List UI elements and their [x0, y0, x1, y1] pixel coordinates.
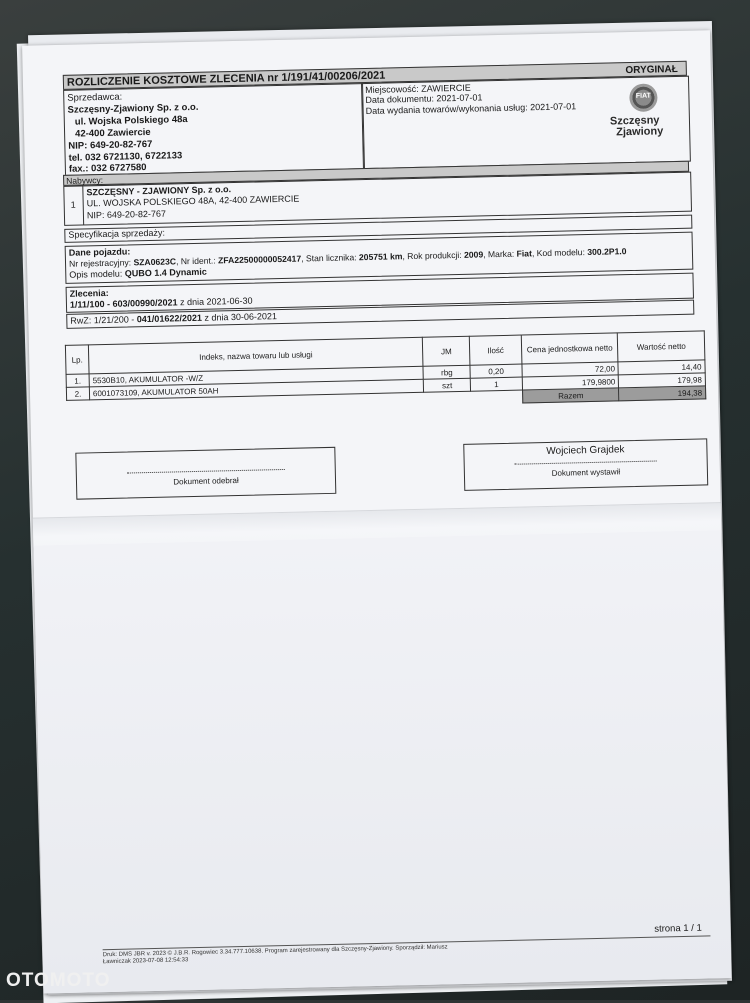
copy-label: ORYGINAŁ [625, 63, 678, 77]
received-signature-line [127, 469, 285, 474]
vehicle-model-line: Opis modelu: QUBO 1.4 Dynamic [69, 266, 207, 280]
row-unit: rbg [423, 365, 470, 379]
vehicle-odometer: 205751 km [358, 251, 403, 263]
brand-line-1: Szczęsny [609, 114, 660, 128]
footer-print-author: Ławniczak 2023-07-08 12:54:33 [102, 957, 189, 966]
total-value: 194,38 [619, 386, 706, 401]
document-date: Data dokumentu: 2021-07-01 [365, 92, 483, 106]
order-number: 1/11/100 - 603/00990/2021 [69, 297, 178, 310]
vehicle-make: Fiat [516, 248, 532, 259]
buyer-index: 1 [70, 199, 76, 210]
dealer-logo [609, 83, 691, 155]
orders-heading: Zlecenia: [69, 287, 109, 299]
row-lp: 1. [66, 374, 89, 388]
vehicle-model-code: 300.2P1.0 [587, 246, 627, 258]
buyers-heading: Nabywcy: [63, 161, 689, 186]
header-unit: JM [423, 336, 470, 366]
items-table [65, 330, 706, 414]
row-unit-price: 72,00 [522, 362, 619, 377]
total-label: Razem [522, 388, 619, 403]
row-lp: 2. [66, 387, 89, 401]
vehicle-heading: Dane pojazdu: [68, 246, 131, 258]
vehicle-registration: SZA0623C [133, 256, 177, 268]
lower-page-half [33, 530, 731, 993]
footer-print-info: Druk: DMS JBR v. 2023 © J.B.R. Rogowiec 3.34.777.10638. Program zarejestrowany dla Szczęsny-Zjawiony. Sporządził: Mariusz [102, 944, 448, 959]
row-unit: szt [424, 378, 471, 392]
fiat-logo-icon: FIAT [629, 83, 658, 112]
received-signature-box [75, 447, 336, 500]
issued-signature-line [515, 461, 657, 465]
seller-name: Szczęsny-Zjawiony Sp. z o.o. [67, 101, 199, 116]
vehicle-vin: ZFA22500000052417 [217, 253, 302, 266]
buyer-address: UL. WOJSKA POLSKIEGO 48A, 42-400 ZAWIERCIE [86, 193, 300, 209]
dealer-brand-name [610, 115, 664, 138]
seller-street: ul. Wojska Polskiego 48a [74, 114, 188, 128]
row-qty: 0,20 [470, 364, 522, 378]
seller-nip: NIP: 649-20-82-767 [68, 138, 153, 152]
row-value: 179,98 [619, 373, 706, 388]
sale-spec-label: Specyfikacja sprzedaży: [68, 227, 166, 240]
seller-city: 42-400 Zawiercie [74, 126, 151, 140]
vehicle-model: QUBO 1.4 Dynamic [124, 266, 207, 279]
header-qty: Ilość [469, 335, 521, 365]
seller-heading: Sprzedawca: [67, 91, 123, 104]
header-unit-price: Cena jednostkowa netto [521, 333, 618, 364]
row-name: 6001073109, AKUMULATOR 50AH [89, 379, 424, 400]
seller-block [63, 83, 365, 176]
rwz-line: RwZ: 1/21/200 - 041/01622/2021 z dnia 30-06-2021 [70, 311, 278, 326]
vehicle-details-line: Nr rejestracyjny: SZA0623C, Nr ident.: ZFA22500000052417, Stan licznika: 205751 km, Rok produkcji: 2009, Marka: Fiat, Kod modelu: 300.2P1.0 [68, 246, 627, 269]
place: Miejscowość: ZAWIERCIE [365, 82, 471, 96]
issue-date: Data wydania towarów/wykonania usług: 2021-07-01 [365, 101, 577, 117]
seller-phone: tel. 032 6721130, 6722133 [68, 150, 183, 164]
buyer-nip: NIP: 649-20-82-767 [86, 208, 167, 221]
issued-signature-box [463, 438, 708, 491]
header-value: Wartość netto [618, 331, 705, 362]
header-lp: Lp. [65, 345, 89, 375]
row-qty: 1 [470, 377, 522, 391]
document-title: ROZLICZENIE KOSZTOWE ZLECENIA nr 1/191/41/00206/2021 [66, 69, 386, 89]
invoice-page [22, 30, 731, 993]
otomoto-watermark: OTOMOTO [6, 970, 111, 991]
issuer-name: Wojciech Grajdek [546, 444, 625, 458]
brand-line-2: Zjawiony [616, 125, 664, 139]
buyer-name: SZCZĘSNY - ZJAWIONY Sp. z o.o. [86, 184, 232, 198]
received-label: Dokument odebrał [173, 476, 239, 487]
page-number: strona 1 / 1 [654, 922, 702, 935]
header-name: Indeks, nazwa towaru lub usługi [88, 337, 423, 374]
order-date: z dnia 2021-06-30 [177, 295, 253, 308]
vehicle-year: 2009 [463, 249, 484, 260]
seller-fax: fax.: 032 6727580 [68, 162, 147, 175]
rwz-number: 041/01622/2021 [136, 312, 203, 325]
row-name: 5530B10, AKUMULATOR -W/Z [89, 366, 424, 387]
row-value: 14,40 [618, 360, 705, 375]
issued-label: Dokument wystawił [551, 467, 621, 478]
row-unit-price: 179,9800 [522, 375, 619, 390]
